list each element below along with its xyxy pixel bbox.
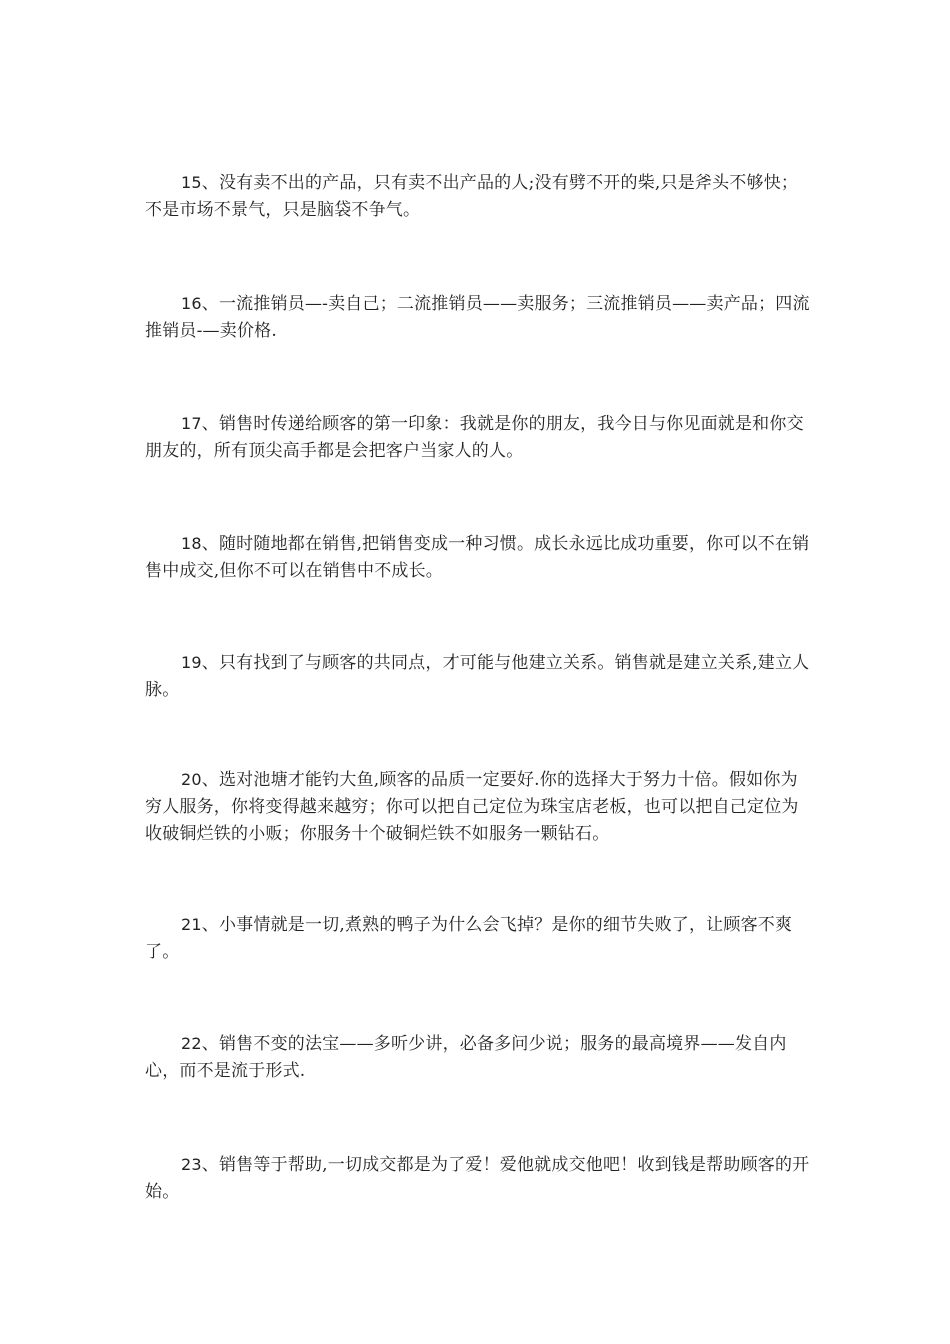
paragraph-17	[145, 410, 810, 465]
paragraph-text: 、小事情就是一切,煮熟的鸭子为什么会飞掉？是你的细节失败了，让顾客不爽了。	[145, 915, 793, 962]
paragraph-number: 19	[181, 653, 202, 672]
paragraph-text: 、随时随地都在销售,把销售变成一种习惯。成长永远比成功重要，你可以不在销售中成交,但你不可以在销售中不成长。	[145, 534, 810, 581]
paragraph-number: 15	[181, 173, 202, 192]
paragraph-text: 、销售不变的法宝——多听少讲，必备多问少说；服务的最高境界——发自内心，而不是流于形式.	[145, 1034, 787, 1081]
paragraph-number: 16	[181, 294, 202, 313]
paragraph-15	[145, 169, 810, 224]
paragraph-text: 、销售等于帮助,一切成交都是为了爱！爱他就成交他吧！收到钱是帮助顾客的开始。	[145, 1155, 810, 1202]
paragraph-number: 22	[181, 1034, 202, 1053]
paragraph-18	[145, 530, 810, 585]
paragraph-19	[145, 649, 810, 704]
paragraph-number: 20	[181, 770, 202, 789]
paragraph-21	[145, 911, 810, 966]
paragraph-number: 21	[181, 915, 202, 934]
paragraph-text: 、没有卖不出的产品，只有卖不出产品的人;没有劈不开的柴,只是斧头不够快；不是市场不景气，只是脑袋不争气。	[145, 173, 799, 220]
paragraph-text: 、销售时传递给顾客的第一印象：我就是你的朋友，我今日与你见面就是和你交朋友的，所有顶尖高手都是会把客户当家人的人。	[145, 414, 804, 461]
paragraph-23	[145, 1151, 810, 1206]
paragraph-number: 23	[181, 1155, 202, 1174]
paragraph-text: 、只有找到了与顾客的共同点，才可能与他建立关系。销售就是建立关系,建立人脉。	[145, 653, 810, 700]
paragraph-text: 、一流推销员—-卖自己；二流推销员——卖服务；三流推销员——卖产品；四流推销员-—卖价格.	[145, 294, 810, 341]
paragraph-number: 18	[181, 534, 202, 553]
paragraph-22	[145, 1030, 810, 1085]
paragraph-number: 17	[181, 414, 202, 433]
paragraph-20	[145, 766, 810, 848]
paragraph-text: 、选对池塘才能钓大鱼,顾客的品质一定要好.你的选择大于努力十倍。假如你为穷人服务，你将变得越来越穷；你可以把自己定位为珠宝店老板，也可以把自己定位为收破铜烂铁的小贩；你服务十个破铜烂铁不如服务一颗钻石。	[145, 770, 799, 844]
paragraph-16	[145, 290, 810, 345]
